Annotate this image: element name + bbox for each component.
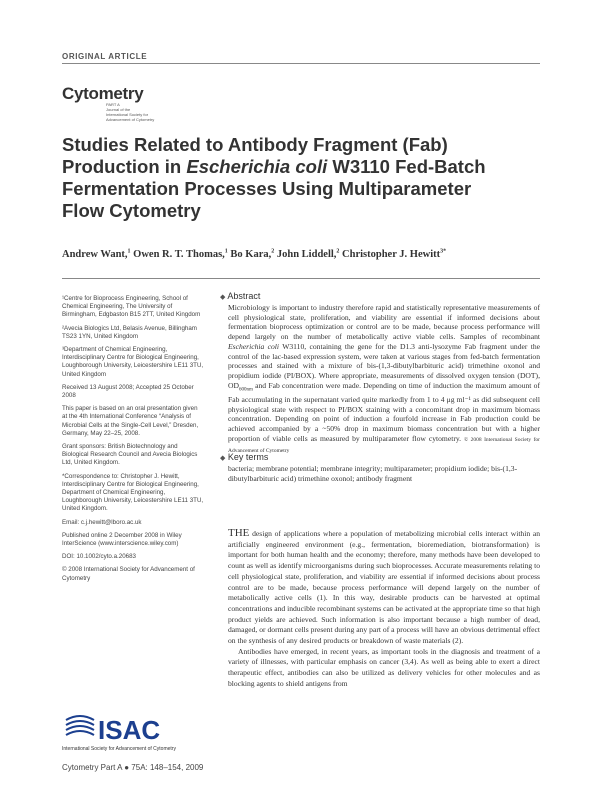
section-label: ORIGINAL ARTICLE bbox=[62, 52, 148, 61]
affiliation: ²Avecia Biologics Ltd, Belasis Avenue, Billingham TS23 1YN, United Kingdom bbox=[62, 324, 197, 340]
journal-tagline: PART A Journal of the International Society for Advancement of Cytometry bbox=[106, 102, 155, 122]
body-paragraph: THE design of applications where a population of metabolizing microbial cells interact within an artificially engineered environment (e.g., fermentation, bioremediation, biotransformation) is important for both human health and the economy; therefore, many methods have been developed to count as well as identify microorganisms during such bioprocesses. Accurate measurements relating to cell physiological state, proliferation, and viability are essential if informed decisions about process control are to be made, because process performance will depend largely on the number of metabolically active cells (1). In this way, desirable products can be harvested at optimal concentrations and inducible recombinant systems can be activated at the appropriate time so that high product yields are achieved. Such information is also important because a high number of dead, damaged, or dormant cells present during any part of a process will have an obvious detrimental effect on the synthesis of any desired products or breakdown of waste materials (2). bbox=[228, 527, 540, 646]
isac-caption: International Society for Advancement of Cytometry bbox=[62, 746, 176, 752]
author: John Liddell,$^2$ bbox=[276, 248, 340, 260]
author: Bo Kara,$^2$ bbox=[230, 248, 275, 260]
abstract-heading: ◆ Abstract bbox=[220, 291, 261, 301]
correspondence: *Correspondence to: Christopher J. Hewitt, Interdisciplinary Centre for Biological Engineering, Department of Chemical Engineering, Loughborough University, Leicestershire LE11 3TU, United Kingdom. bbox=[62, 472, 204, 513]
journal-logo bbox=[62, 84, 154, 122]
isac-logo bbox=[62, 710, 187, 757]
journal-name: Cytometry bbox=[62, 84, 144, 103]
keywords-heading: ◆ Key terms bbox=[220, 452, 269, 462]
doi-link[interactable]: DOI: 10.1002/cyto.a.20683 bbox=[62, 553, 136, 561]
received-date: Received 13 August 2008; Accepted 25 October 2008 bbox=[62, 383, 194, 400]
abstract-copyright: © 2008 International Society for Advancement of Cytometry bbox=[228, 436, 540, 455]
affiliation: ³Department of Chemical Engineering, Interdisciplinary Centre for Biological Engineering, Loughborough University, Leicestershire LE11 3TU, United Kingdom bbox=[62, 346, 204, 378]
conference-note: This paper is based on an oral presentation given at the 4th International Conference “Analysis of Microbial Cells at the Single-Cell Level,” Dresden, Germany, May 22–25, 2008. bbox=[62, 405, 199, 437]
header-rule bbox=[62, 63, 540, 64]
isac-wordmark: ISAC bbox=[98, 715, 161, 745]
author: Christopher J. Hewitt$^{3*}$ bbox=[342, 248, 447, 260]
article-title: Studies Related to Antibody Fragment (Fab) Production in Escherichia coli W3110 Fed-Batch Fermentation Processes Using Multiparameter Flow Cytometry bbox=[62, 134, 486, 221]
bullet-icon: ◆ bbox=[220, 294, 226, 301]
published-online: Published online 2 December 2008 in Wiley InterScience (www.interscience.wiley.com) bbox=[62, 531, 182, 548]
copyright-notice: © 2008 International Society for Advancement of Cytometry bbox=[62, 566, 195, 582]
author: Owen R. T. Thomas,$^1$ bbox=[133, 248, 228, 260]
bullet-icon: ◆ bbox=[220, 455, 226, 462]
isac-swoosh-icon bbox=[62, 710, 187, 752]
article-info-sidebar bbox=[62, 295, 204, 588]
authors-rule bbox=[62, 278, 540, 279]
footer-citation: Cytometry Part A ● 75A: 148–154, 2009 bbox=[62, 763, 204, 772]
abstract-body: Microbiology is important to industry therefore rapid and statistically representative measurements of cell physiological state, proliferation, and viability are essential if informed decisions about fermentation bioprocess optimization or control are to be made, because process performance will depend largely on the number of metabolically active viable cells. Samples of recombinant Escherichia coli W3110, containing the gene for the D1.3 anti-lysozyme Fab fragment under the control of the lac-based expression system, were taken at various stages from fed-batch fermentation processes and stained with a mixture of bis-(1,3-dibutylbarbituric acid) trimethine oxonol and propidium iodide (PI/BOX). Where appropriate, measurements of dissolved oxygen tension (DOT), $OD_{600nm}$ and Fab concentration were made. Depending on time of induction the maximum amount of Fab accumulating in the supernatant varied quite markedly from 1 to 4 μg ml⁻¹ as did subsequent cell physiological state with respect to PI/BOX staining with a concomitant drop in maximum biomass concentration. Depending on point of induction a fourfold increase in Fab production could be achieved accompanied by a ~50% drop in maximum biomass concentration but with a higher proportion of viable cells as measured by multiparameter flow cytometry. © 2008 International Society for Advancement of Cytometry bbox=[228, 303, 540, 455]
keywords-list: bacteria; membrane potential; membrane integrity; multiparameter; propidium iodide; bis-(1,3-dibutylbarbituric acid) trimethine oxonol; antibody fragment bbox=[228, 464, 518, 483]
author: Andrew Want,$^1$ bbox=[62, 248, 131, 260]
body-paragraph: Antibodies have emerged, in recent years, as important tools in the diagnosis and treatment of a variety of illnesses, with particular emphasis on cancer (3,4). As well as being able to exert a direct therapeutic effect, antibodies can also be utilized as delivery vehicles for other molecules and as blocking agents to shield antigens from bbox=[228, 646, 540, 688]
grant-sponsors: Grant sponsors: British Biotechnology and Biological Research Council and Avecia Biologics Ltd, United Kingdom. bbox=[62, 443, 198, 467]
affiliation: ¹Centre for Bioprocess Engineering, School of Chemical Engineering, The University of Birmingham, Edgbaston B15 2TT, United Kingdom bbox=[62, 295, 201, 319]
email-link[interactable]: Email: c.j.hewitt@lboro.ac.uk bbox=[62, 518, 142, 526]
article-body bbox=[228, 528, 540, 690]
author-list bbox=[62, 248, 542, 260]
